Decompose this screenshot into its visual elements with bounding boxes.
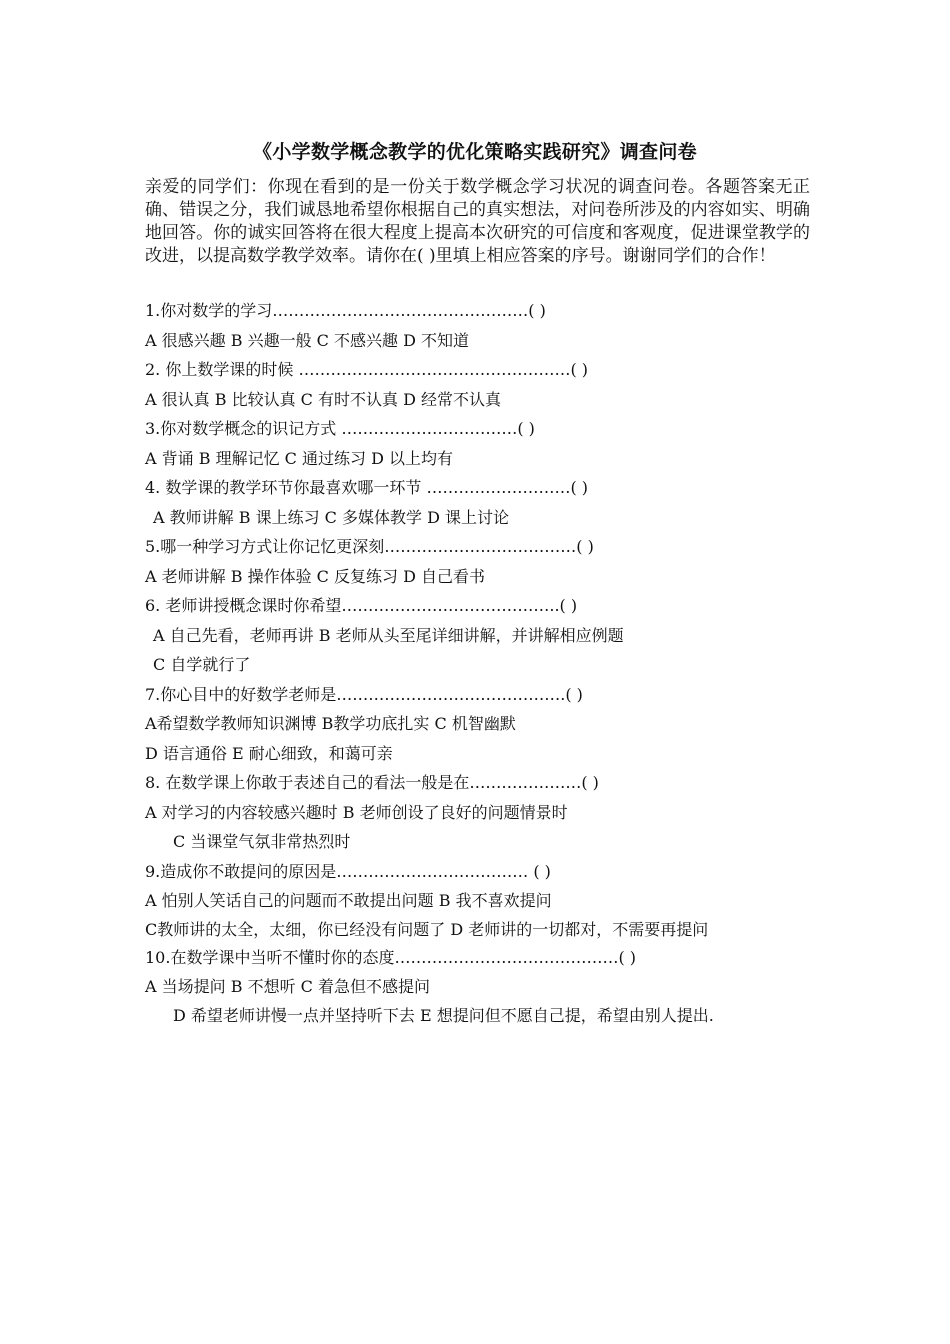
question-7-options-line-1: A希望数学教师知识渊博 B教学功底扎实 C 机智幽默 (145, 714, 516, 733)
question-6-options-line-2: C 自学就行了 (153, 655, 251, 674)
question-10-options-line-2: D 希望老师讲慢一点并坚持听下去 E 想提问但不愿自己提，希望由别人提出. (173, 1005, 714, 1025)
question-7-options-line-2: D 语言通俗 E 耐心细致，和蔼可亲 (145, 743, 393, 763)
question-6: 6. 老师讲授概念课时你希望…………………………………..( ) (145, 596, 578, 615)
question-5: 5.哪一种学习方式让你记忆更深刻………………………………( ) (145, 537, 594, 556)
question-3-options: A 背诵 B 理解记忆 C 通过练习 D 以上均有 (145, 448, 453, 468)
question-8-options-line-2: C 当课堂气氛非常热烈时 (173, 832, 351, 851)
question-6-options-line-1: A 自己先看，老师再讲 B 老师从头至尾详细讲解，并讲解相应例题 (153, 625, 624, 645)
question-10-options-line-1: A 当场提问 B 不想听 C 着急但不感提问 (145, 977, 430, 996)
question-9-options-line-1: A 怕别人笑话自己的问题而不敢提出问题 B 我不喜欢提问 (145, 891, 552, 910)
question-8-options-line-1: A 对学习的内容较感兴趣时 B 老师创设了良好的问题情景时 (145, 802, 568, 822)
question-1: 1.你对数学的学习…………………………………………( ) (145, 301, 546, 320)
question-1-options: A 很感兴趣 B 兴趣一般 C 不感兴趣 D 不知道 (145, 330, 469, 350)
question-7: 7.你心目中的好数学老师是…………………………………….( ) (145, 684, 583, 704)
question-8: 8. 在数学课上你敢于表述自己的看法一般是在…………………( ) (145, 773, 599, 792)
question-3: 3.你对数学概念的识记方式 ……………………………( ) (145, 419, 535, 438)
document-title: 《小学数学概念教学的优化策略实践研究》调查问卷 (253, 141, 697, 163)
question-4-options: A 教师讲解 B 课上练习 C 多媒体教学 D 课上讨论 (153, 507, 509, 527)
question-10: 10.在数学课中当听不懂时你的态度……………………………………( ) (145, 947, 637, 967)
question-4: 4. 数学课的教学环节你最喜欢哪一环节 ………………………( ) (145, 478, 589, 497)
question-2-options: A 很认真 B 比较认真 C 有时不认真 D 经常不认真 (145, 389, 501, 409)
question-5-options: A 老师讲解 B 操作体验 C 反复练习 D 自己看书 (145, 566, 485, 586)
question-9-options-line-2: C教师讲的太全，太细，你已经没有问题了 D 老师讲的一切都对，不需要再提问 (145, 919, 709, 939)
intro-paragraph: 亲爱的同学们：你现在看到的是一份关于数学概念学习状况的调查问卷。各题答案无正确、错误之分，我们诚恳地希望你根据自己的真实想法，对问卷所涉及的内容如实、明确地回答。你的诚实回答将在很大程度上提高本次研究的可信度和客观度，促进课堂教学的改进，以提高数学教学效率。请你在( )里填上相应答案的序号。谢谢同学们的合作！ (145, 177, 810, 266)
question-9: 9.造成你不敢提问的原因是……………………………… ( ) (145, 861, 551, 881)
question-2: 2. 你上数学课的时候 ……………………………………………( ) (145, 360, 589, 379)
question-list (145, 296, 810, 1029)
